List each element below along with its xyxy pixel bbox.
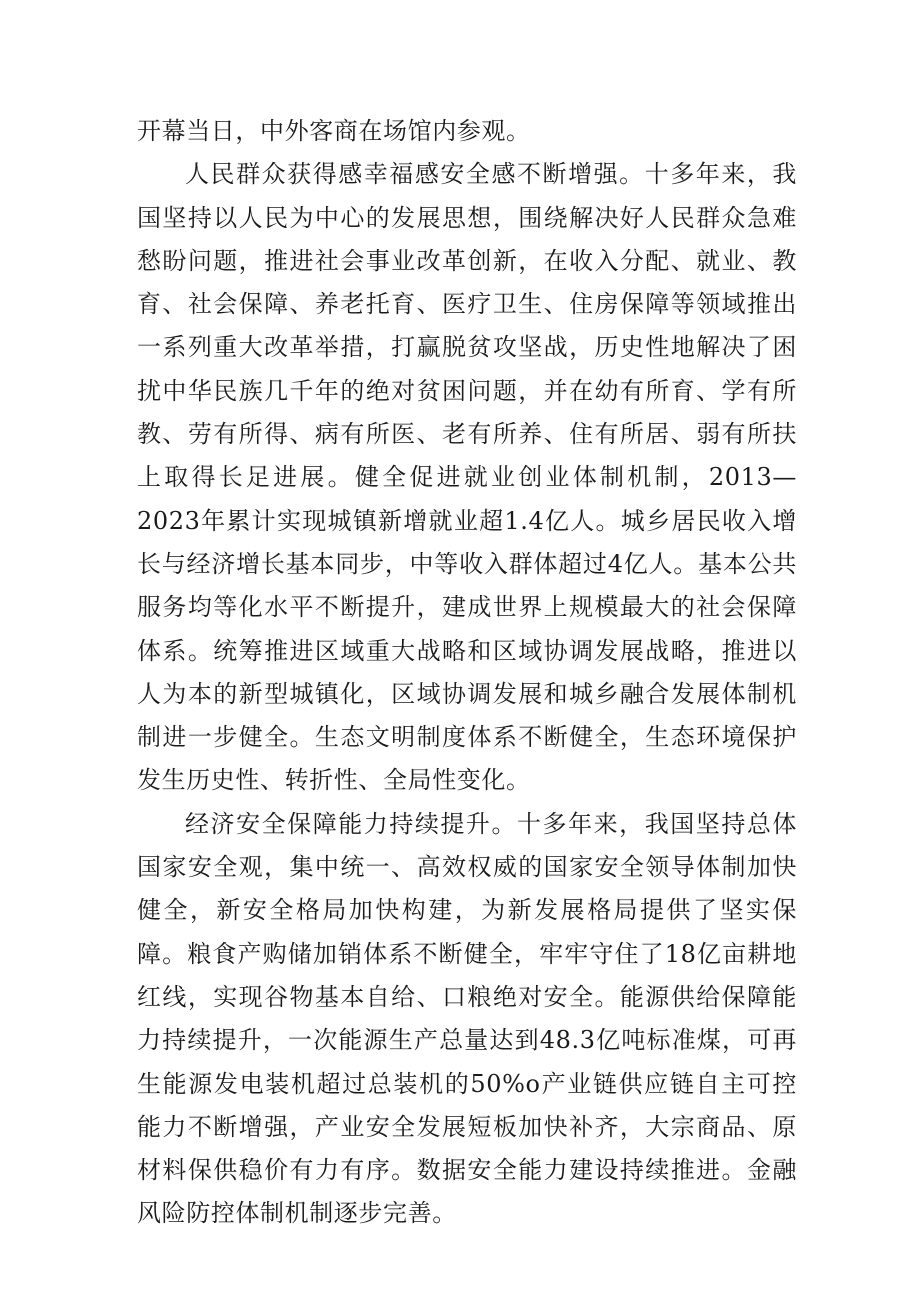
paragraph-economic-security: 经济安全保障能力持续提升。十多年来，我国坚持总体国家安全观，集中统一、高效权威的国家安全领导体制加快健全，新安全格局加快构建，为新发展格局提供了坚实保障。粮食产购储加销体系不断健全，牢牢守住了18亿亩耕地红线，实现谷物基本自给、口粮绝对安全。能源供给保障能力持续提升，一次能源生产总量达到48.3亿吨标准煤，可再生能源发电装机超过总装机的50%o产业链供应链自主可控能力不断增强，产业安全发展短板加快补齐，大宗商品、原材料保供稳价有力有序。数据安全能力建设持续推进。金融风险防控体制机制逐步完善。 <box>137 809 797 1228</box>
paragraph-livelihood: 人民群众获得感幸福感安全感不断增强。十多年来，我国坚持以人民为中心的发展思想，围绕解决好人民群众急难愁盼问题，推进社会事业改革创新，在收入分配、就业、教育、社会保障、养老托育、医疗卫生、住房保障等领域推出一系列重大改革举措，打赢脱贫攻坚战，历史性地解决了困扰中华民族几千年的绝对贫困问题，并在幼有所育、学有所教、劳有所得、病有所医、老有所养、住有所居、弱有所扶上取得长足进展。健全促进就业创业体制机制，2013—2023年累计实现城镇新增就业超1.4亿人。城乡居民收入增长与经济增长基本同步，中等收入群体超过4亿人。基本公共服务均等化水平不断提升，建成世界上规模最大的社会保障体系。统筹推进区域重大战略和区域协调发展战略，推进以人为本的新型城镇化，区域协调发展和城乡融合发展体制机制进一步健全。生态文明制度体系不断健全，生态环境保护发生历史性、转折性、全局性变化。 <box>137 160 797 795</box>
document-body <box>137 110 797 1236</box>
caption-paragraph: 开幕当日，中外客商在场馆内参观。 <box>137 117 531 145</box>
